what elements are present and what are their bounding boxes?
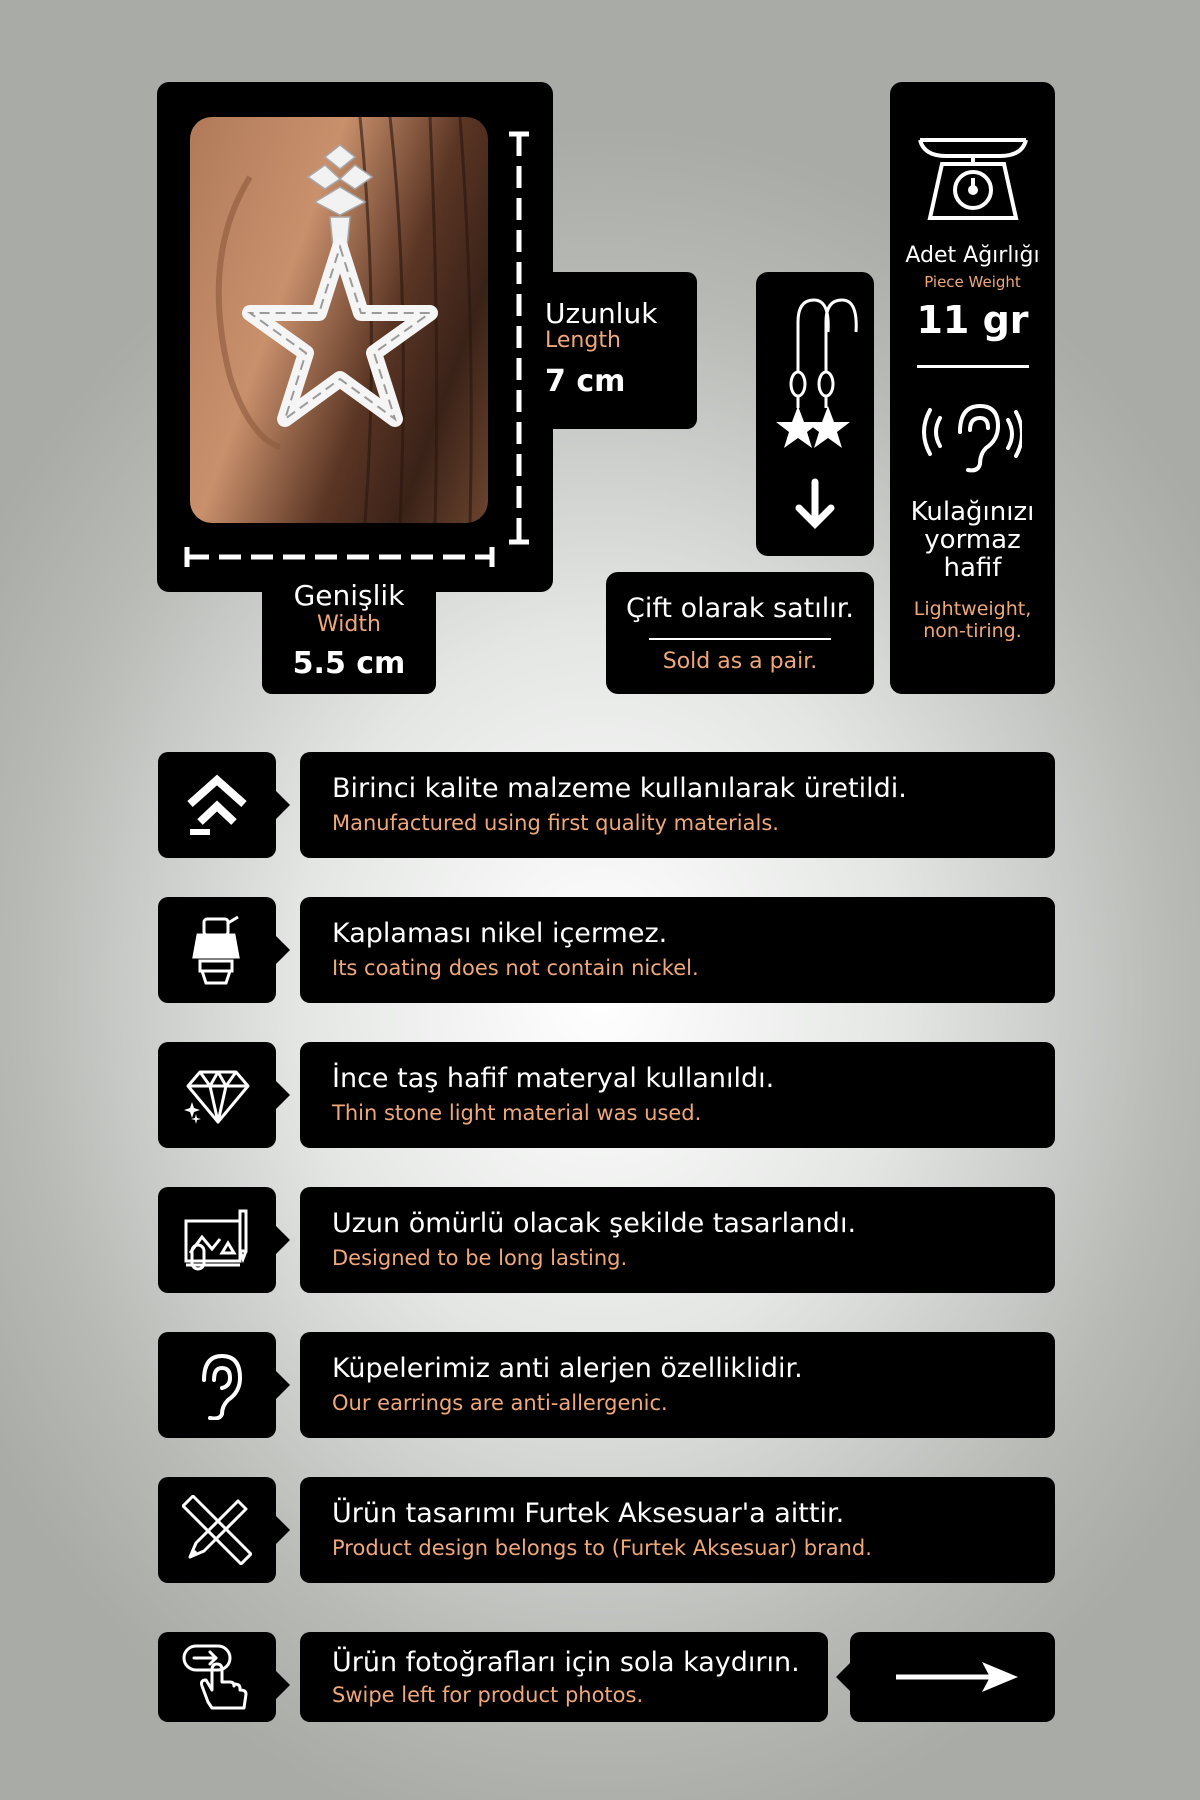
feature-1-tr: Birinci kalite malzeme kullanılarak üretildi. bbox=[332, 773, 907, 804]
pair-divider bbox=[649, 638, 831, 640]
length-label-tr: Uzunluk bbox=[545, 297, 658, 330]
arrow-down-icon bbox=[799, 482, 831, 524]
feature-row-3 bbox=[300, 1042, 1055, 1148]
pair-illustration bbox=[756, 272, 874, 556]
swipe-arrow-button[interactable] bbox=[850, 1632, 1055, 1722]
comfort-line1: Kulağınızı bbox=[910, 497, 1035, 527]
arrow-right-icon bbox=[894, 1660, 1020, 1694]
feature-5-tr: Küpelerimiz anti alerjen özelliklidir. bbox=[332, 1353, 803, 1384]
width-label-tr: Genişlik bbox=[293, 579, 405, 612]
feature-icon-box-3 bbox=[158, 1042, 276, 1148]
ear-sound-icon bbox=[922, 396, 1022, 476]
feature-row-4 bbox=[300, 1187, 1055, 1293]
design-board-icon bbox=[182, 1205, 252, 1275]
feature-6-en: Product design belongs to (Furtek Aksesuar) brand. bbox=[332, 1536, 872, 1560]
weight-label-tr: Adet Ağırlığı bbox=[905, 243, 1040, 268]
feature-row-6 bbox=[300, 1477, 1055, 1583]
comfort-en-line2: non-tiring. bbox=[923, 620, 1022, 642]
feature-row-7 bbox=[300, 1632, 828, 1722]
comfort-line2: yormaz bbox=[924, 525, 1021, 555]
coating-icon bbox=[182, 915, 252, 985]
quality-icon bbox=[182, 770, 252, 840]
feature-icon-box-2 bbox=[158, 897, 276, 1003]
dimension-lines bbox=[157, 82, 553, 592]
ear-icon bbox=[182, 1350, 252, 1420]
scale-icon bbox=[916, 134, 1030, 224]
width-value: 5.5 cm bbox=[292, 646, 406, 681]
weight-label-en: Piece Weight bbox=[924, 273, 1021, 291]
sold-as-pair-info bbox=[606, 572, 874, 694]
width-label-en: Width bbox=[317, 612, 381, 637]
comfort-en-line1: Lightweight, bbox=[913, 598, 1032, 620]
feature-3-tr: İnce taş hafif materyal kullanıldı. bbox=[332, 1063, 775, 1094]
comfort-line3: hafif bbox=[943, 553, 1002, 583]
length-value: 7 cm bbox=[545, 364, 626, 399]
feature-row-2 bbox=[300, 897, 1055, 1003]
feature-icon-box-4 bbox=[158, 1187, 276, 1293]
pair-label-tr: Çift olarak satılır. bbox=[626, 593, 854, 624]
feature-icon-box-5 bbox=[158, 1332, 276, 1438]
width-info bbox=[262, 578, 436, 694]
length-label-en: Length bbox=[545, 328, 621, 353]
feature-5-en: Our earrings are anti-allergenic. bbox=[332, 1391, 668, 1415]
feature-7-en: Swipe left for product photos. bbox=[332, 1683, 644, 1707]
length-info bbox=[535, 272, 697, 429]
feature-icon-box-1 bbox=[158, 752, 276, 858]
pencil-ruler-icon bbox=[182, 1495, 252, 1565]
arrow-notch bbox=[836, 1663, 850, 1691]
feature-4-en: Designed to be long lasting. bbox=[332, 1246, 628, 1270]
feature-2-en: Its coating does not contain nickel. bbox=[332, 956, 699, 980]
feature-3-en: Thin stone light material was used. bbox=[332, 1101, 702, 1125]
weight-value: 11 gr bbox=[916, 298, 1029, 342]
earring-pair-icon bbox=[791, 300, 856, 408]
weight-divider bbox=[917, 365, 1029, 368]
feature-icon-box-6 bbox=[158, 1477, 276, 1583]
feature-row-5 bbox=[300, 1332, 1055, 1438]
feature-7-tr: Ürün fotoğrafları için sola kaydırın. bbox=[332, 1647, 800, 1678]
pair-label-en: Sold as a pair. bbox=[662, 649, 818, 674]
feature-icon-box-7 bbox=[158, 1632, 276, 1722]
feature-2-tr: Kaplaması nikel içermez. bbox=[332, 918, 668, 949]
feature-row-1 bbox=[300, 752, 1055, 858]
weight-comfort-panel bbox=[890, 82, 1055, 694]
feature-6-tr: Ürün tasarımı Furtek Aksesuar'a aittir. bbox=[332, 1498, 845, 1529]
feature-1-en: Manufactured using first quality materials. bbox=[332, 811, 779, 835]
feature-4-tr: Uzun ömürlü olacak şekilde tasarlandı. bbox=[332, 1208, 857, 1239]
swipe-hand-icon bbox=[182, 1642, 252, 1712]
diamond-icon bbox=[182, 1060, 252, 1130]
